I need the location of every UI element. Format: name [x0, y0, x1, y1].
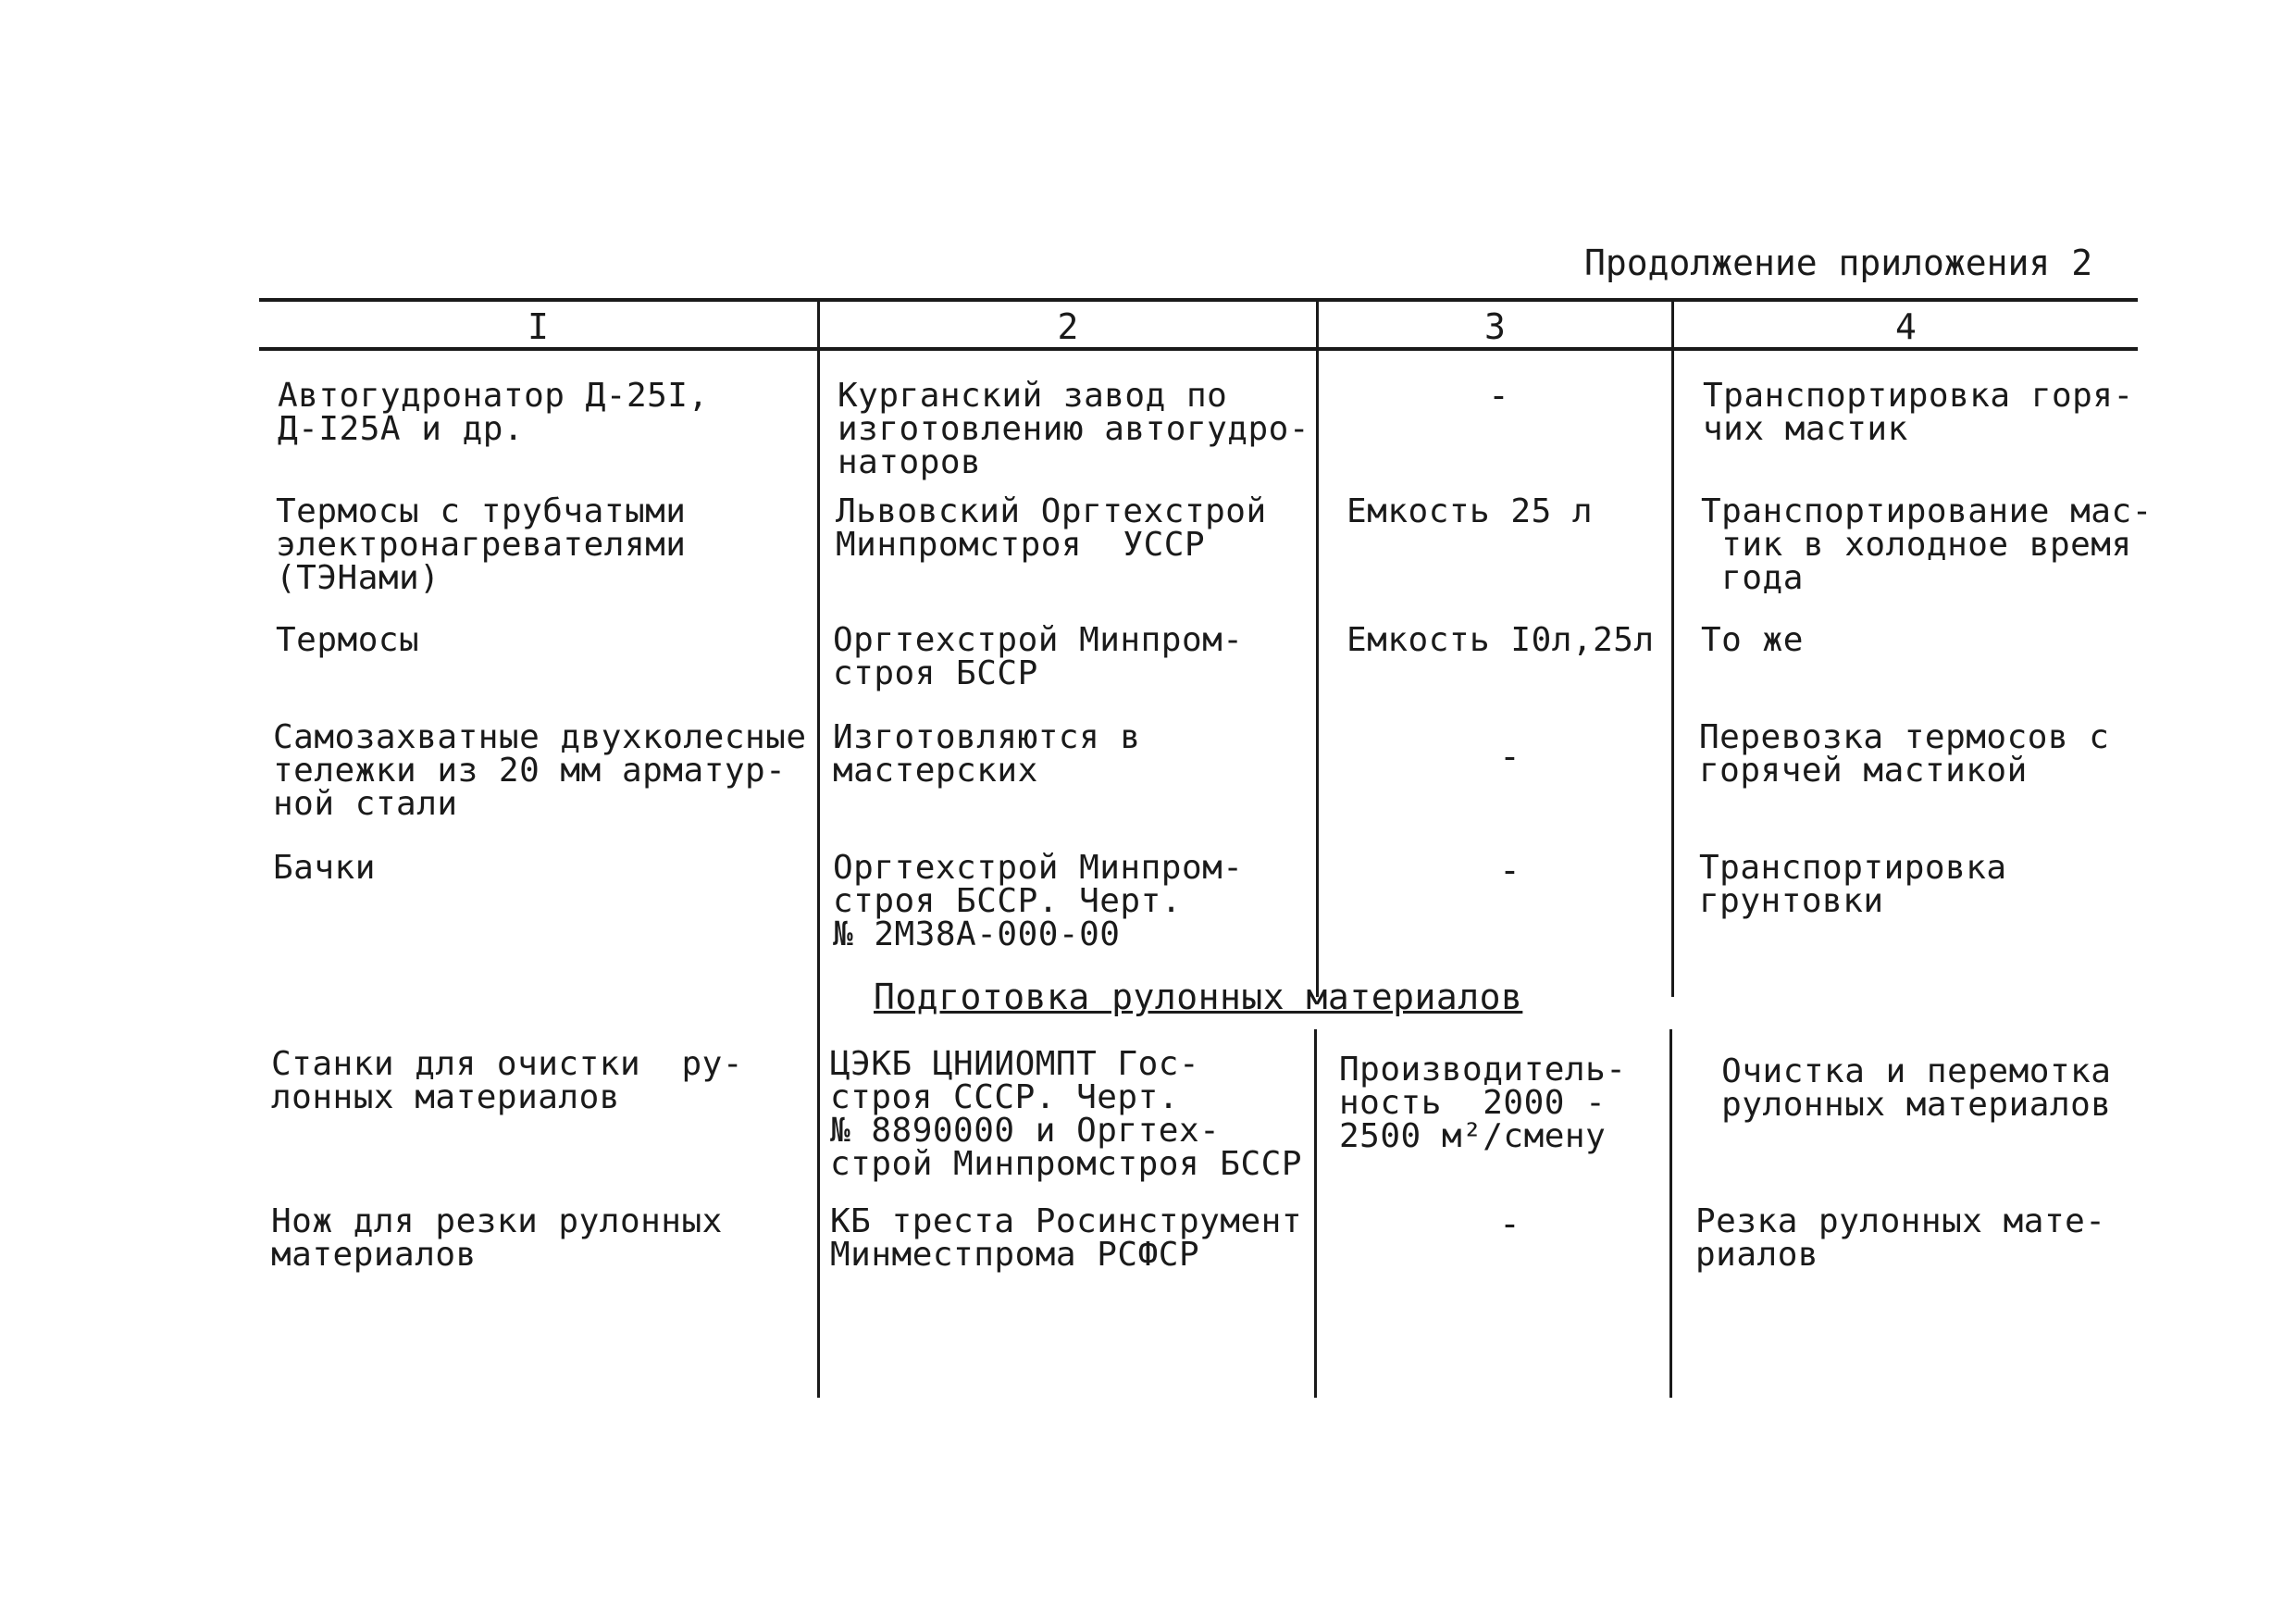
row6-manufacturer: ЦЭКБ ЦНИИОМПТ Гос- строя СССР. Черт. № 8890000 и Оргтех- строй Минпромстроя БССР — [830, 1045, 1302, 1183]
row6-purpose: Очистка и перемотка рулонных материалов — [1721, 1052, 2112, 1124]
row1-equipment: Автогудронатор Д-25I, Д-I25А и др. — [278, 377, 709, 448]
column-number-1: I — [527, 306, 549, 347]
column-divider-3-lower — [1669, 1029, 1672, 1398]
row7-spec: - — [1499, 1203, 1520, 1244]
row7-manufacturer: КБ треста Росинструмент Минместпрома РСФСР — [830, 1202, 1302, 1274]
row1-purpose: Транспортировка горя- чих мастик — [1703, 377, 2134, 448]
row6-equipment: Станки для очистки ру- лонных материалов — [271, 1045, 743, 1116]
row2-purpose: Транспортирование мас- тик в холодное время года — [1701, 492, 2153, 597]
column-divider-3 — [1671, 298, 1674, 997]
column-number-2: 2 — [1057, 306, 1079, 347]
row3-manufacturer: Оргтехстрой Минпром- строя БССР — [833, 621, 1244, 692]
section-heading: Подготовка рулонных материалов — [874, 977, 1523, 1017]
document-title: Продолжение приложения 2 — [1584, 243, 2093, 283]
table-top-rule — [259, 298, 2138, 302]
row4-spec: - — [1499, 736, 1520, 777]
row2-equipment: Термосы с трубчатыми электронагревателями (ТЭНами) — [276, 492, 687, 597]
column-divider-2 — [1316, 298, 1319, 997]
row2-manufacturer: Львовский Оргтехстрой Минпромстроя УССР — [836, 492, 1267, 564]
row2-spec: Емкость 25 л — [1347, 492, 1594, 530]
row4-manufacturer: Изготовляются в мастерских — [833, 718, 1141, 790]
row5-manufacturer: Оргтехстрой Минпром- строя БССР. Черт. № 2М38А-000-00 — [833, 849, 1244, 953]
row3-spec: Емкость I0л,25л — [1347, 621, 1655, 659]
row7-purpose: Резка рулонных мате- риалов — [1695, 1202, 2106, 1274]
row5-purpose: Транспортировка грунтовки — [1699, 849, 2007, 920]
row4-equipment: Самозахватные двухколесные тележки из 20 мм арматур- ной стали — [273, 718, 807, 823]
row7-equipment: Нож для резки рулонных материалов — [271, 1202, 723, 1274]
column-divider-2-lower — [1314, 1029, 1317, 1398]
row6-spec: Производитель- ность 2000 - 2500 м²/смену — [1339, 1051, 1627, 1155]
column-divider-1 — [817, 298, 820, 1398]
column-number-3: 3 — [1484, 306, 1506, 347]
row5-equipment: Бачки — [273, 849, 376, 887]
row1-manufacturer: Курганский завод по изготовлению автогудро- наторов — [838, 377, 1309, 481]
table-header-rule — [259, 347, 2138, 351]
row1-spec: - — [1488, 375, 1509, 416]
column-number-4: 4 — [1895, 306, 1917, 347]
row4-purpose: Перевозка термосов с горячей мастикой — [1699, 718, 2110, 790]
row3-equipment: Термосы — [276, 621, 420, 659]
row3-purpose: То же — [1701, 621, 1804, 659]
row5-spec: - — [1499, 850, 1520, 890]
